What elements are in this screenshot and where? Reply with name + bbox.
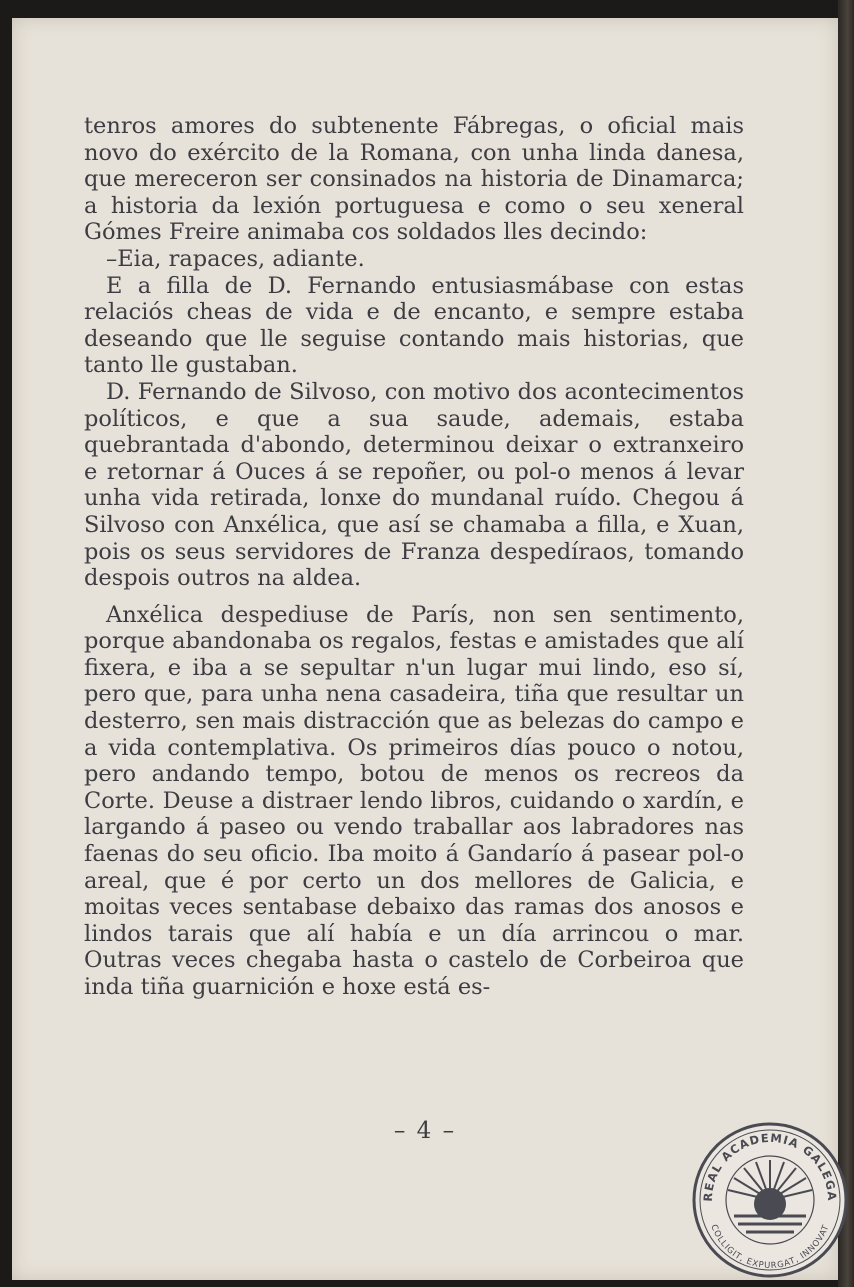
- paragraph-3: E a filla de D. Fernando entusiasmábase con estas relaciós cheas de vida e de encanto, e sempre estaba deseando que lle seguise contando mais historias, que tanto lle gustaban.: [84, 272, 744, 379]
- paragraph-5: Anxélica despediuse de París, non sen sentimento, porque abandonaba os regalos, festas e amistades que alí fixera, e iba a se sepultar n'un lugar mui lindo, eso sí, pero que, para unha nena casadeira, tiña que resultar un desterro, sen mais distracción que as belezas do campo e a vida contemplativa. Os primeiros días pouco o notou, pero andando tempo, botou de menos os recreos da Corte. Deuse a distraer lendo libros, cuidando o xardín, e largando á paseo ou vendo traballar aos labradores nas faenas do seu oficio. Iba moito á Gandarío á pasear pol-o areal, que é por certo un dos mellores de Galicia, e moitas veces sentabase debaixo das ramas dos anosos e lindos tarais que alí había e un día arrincou o mar. Outras veces chegaba hasta o castelo de Corbeiroa que inda tiña guarnición e hoxe está es-: [84, 601, 744, 1000]
- book-spine: [838, 0, 854, 1287]
- paragraph-4: D. Fernando de Silvoso, con motivo dos acontecimentos políticos, e que a sua saude, ademais, estaba quebrantada d'abondo, determinou deixar o extranxeiro e retornar á Ouces á se repoñer, ou pol-o menos á levar unha vida retirada, lonxe do mundanal ruído. Chegou á Silvoso con Anxélica, que así se chamaba a filla, e Xuan, pois os seus servidores de Franza despedíraos, tomando despois outros na aldea.: [84, 378, 744, 592]
- body-text: [84, 113, 744, 1001]
- stamp-bottom-text: COLLIGIT, EXPURGAT, INNOVAT: [708, 1223, 832, 1272]
- page-number: – 4 –: [393, 1118, 457, 1144]
- book-page: [12, 18, 838, 1280]
- stamp-top-text: REAL ACADEMIA GALEGA: [700, 1130, 840, 1202]
- paragraph-1: tenros amores do subtenente Fábregas, o oficial mais novo do exército de la Romana, con unha linda danesa, que mereceron ser consinados na historia de Dinamarca; a historia da lexión portuguesa e como o seu xeneral Gómes Freire animaba cos soldados lles decindo:: [84, 113, 744, 246]
- paragraph-2: –Eia, rapaces, adiante.: [106, 245, 365, 272]
- academy-stamp-icon: [690, 1120, 850, 1280]
